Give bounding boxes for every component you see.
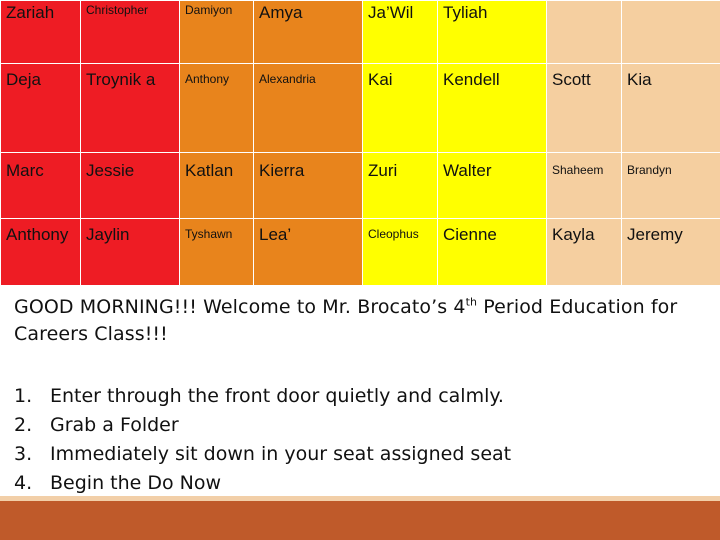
welcome-message — [14, 294, 714, 348]
seat-cell: Anthony — [180, 64, 254, 153]
instruction-number: 1. — [14, 385, 33, 407]
instruction-text: Enter through the front door quietly and calmly. — [50, 385, 504, 407]
instruction-item — [14, 469, 511, 498]
instruction-item — [14, 382, 511, 411]
seat-cell: Shaheem — [547, 153, 622, 219]
instruction-item — [14, 440, 511, 469]
seat-row — [1, 219, 720, 286]
seat-cell — [622, 1, 720, 64]
seat-cell: Amya — [254, 1, 363, 64]
footer-bar — [0, 501, 720, 540]
seat-cell: Kai — [363, 64, 438, 153]
seat-cell: Kia — [622, 64, 720, 153]
seat-cell: Jaylin — [81, 219, 180, 286]
seat-row — [1, 64, 720, 153]
seat-cell — [547, 1, 622, 64]
seat-cell: Cienne — [438, 219, 547, 286]
seat-cell: Tyliah — [438, 1, 547, 64]
instruction-list — [14, 382, 511, 498]
seat-cell: Kayla — [547, 219, 622, 286]
welcome-line2-text: Careers Class!!! — [14, 323, 168, 345]
seat-cell: Jeremy — [622, 219, 720, 286]
seat-cell: Christopher — [81, 1, 180, 64]
seat-cell: Troynik a — [81, 64, 180, 153]
seat-cell: Zuri — [363, 153, 438, 219]
welcome-line1-end: Period Education for — [477, 296, 678, 318]
seat-cell: Kierra — [254, 153, 363, 219]
seat-cell: Alexandria — [254, 64, 363, 153]
seat-row — [1, 1, 720, 64]
seat-cell: Scott — [547, 64, 622, 153]
seat-cell: Kendell — [438, 64, 547, 153]
instruction-number: 4. — [14, 472, 33, 494]
seat-cell: Lea’ — [254, 219, 363, 286]
seat-cell: Anthony — [1, 219, 81, 286]
seat-cell: Tyshawn — [180, 219, 254, 286]
instruction-text: Begin the Do Now — [50, 472, 222, 494]
seat-cell: Deja — [1, 64, 81, 153]
instruction-text: Immediately sit down in your seat assigned seat — [50, 443, 512, 465]
instruction-number: 2. — [14, 414, 33, 436]
seat-cell: Jessie — [81, 153, 180, 219]
instruction-number: 3. — [14, 443, 33, 465]
seat-cell: Cleophus — [363, 219, 438, 286]
seat-row — [1, 153, 720, 219]
seat-cell: Zariah — [1, 1, 81, 64]
seat-cell: Brandyn — [622, 153, 720, 219]
seat-cell: Ja’Wil — [363, 1, 438, 64]
instruction-text: Grab a Folder — [50, 414, 179, 436]
seat-cell: Damiyon — [180, 1, 254, 64]
welcome-line1-text: GOOD MORNING!!! Welcome to Mr. Brocato’s 4 — [14, 296, 466, 318]
instruction-item — [14, 411, 511, 440]
seat-cell: Katlan — [180, 153, 254, 219]
seat-cell: Walter — [438, 153, 547, 219]
seat-cell: Marc — [1, 153, 81, 219]
ordinal-suffix: th — [465, 295, 478, 309]
